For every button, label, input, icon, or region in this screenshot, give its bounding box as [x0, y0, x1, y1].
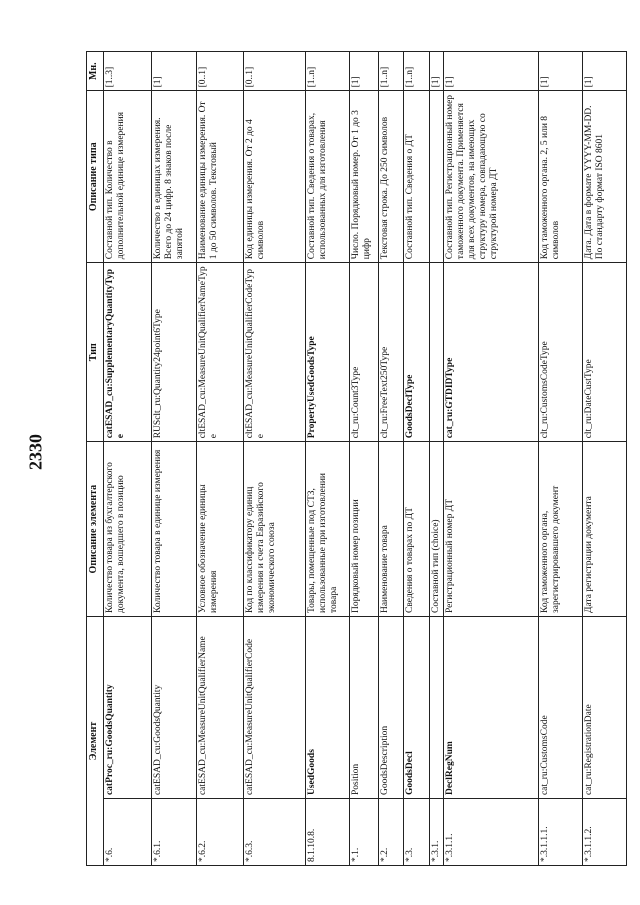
page-number: 2330 [25, 434, 46, 470]
type-name: clt_ru:FreeText250Type [379, 263, 404, 442]
element-description: Код по классификатору единиц измерения и счета Евразийского экономического союза [244, 442, 306, 617]
type-description: Дата. Дата в формате YYYY-MM-DD. По стандарту формат ISO 8601 [583, 91, 627, 263]
element-name: cat_ru:RegistrationDate [583, 617, 627, 799]
type-name: clt_ru:CustomsCodeType [539, 263, 583, 442]
type-description: Составной тип. Регистрационный номер таможенного документа. Применяется для всех документов, на имеющих структуру номера, совпадающую со структурой номера ДТ [444, 91, 539, 263]
element-description: Условное обозначение единицы измерения [197, 442, 244, 617]
header-type: Тип [87, 263, 104, 442]
table-row [104, 52, 152, 866]
row-number: *.3. [404, 799, 430, 866]
header-element-description: Описание элемента [87, 442, 104, 617]
element-name: catESAD_cu:MeasureUnitQualifierName [197, 617, 244, 799]
type-description: Составной тип. Количество в дополнительной единице измерения [104, 91, 152, 263]
row-number: *.6.3. [244, 799, 306, 866]
table-row [404, 52, 430, 866]
row-number: *.6. [104, 799, 152, 866]
table-row [350, 52, 379, 866]
element-name: GoodsDecl [404, 617, 430, 799]
element-name [430, 617, 444, 799]
type-name: catESAD_cu:SupplementaryQuantityType [104, 263, 152, 442]
table-row [583, 52, 627, 866]
multiplicity: [1] [444, 52, 539, 91]
multiplicity: [1] [152, 52, 197, 91]
element-name: catESAD_cu:GoodsQuantity [152, 617, 197, 799]
element-name: DeclRegNum [444, 617, 539, 799]
element-description: Регистрационный номер ДТ [444, 442, 539, 617]
type-description [430, 91, 444, 263]
type-name: cltESAD_cu:MeasureUnitQualifierCodeType [244, 263, 306, 442]
row-number: 8.1.10.8. [306, 799, 350, 866]
multiplicity: [1] [539, 52, 583, 91]
type-description: Количество в единицах измерения. Всего до 24 цифр. 8 знаков после запятой [152, 91, 197, 263]
rotated-document [86, 51, 629, 866]
type-description: Код таможенного органа. 2, 5 или 8 символов [539, 91, 583, 263]
multiplicity: [0..1] [197, 52, 244, 91]
row-number: *.1. [350, 799, 379, 866]
table-row [539, 52, 583, 866]
type-name: PropertyUsedGoodsType [306, 263, 350, 442]
multiplicity: [1..n] [379, 52, 404, 91]
row-number: *.2. [379, 799, 404, 866]
row-number: *.3.1.1.2. [583, 799, 627, 866]
element-name: catProc_ru:GoodsQuantity [104, 617, 152, 799]
multiplicity: [1..3] [104, 52, 152, 91]
type-name: cat_ru:GTDIDType [444, 263, 539, 442]
table-row [152, 52, 197, 866]
element-name: catESAD_cu:MeasureUnitQualifierCode [244, 617, 306, 799]
element-name: Position [350, 617, 379, 799]
element-name: cat_ru:CustomsCode [539, 617, 583, 799]
row-number: *.3.1.1. [444, 799, 539, 866]
row-number: *.3.1. [430, 799, 444, 866]
multiplicity: [0..1] [244, 52, 306, 91]
multiplicity: [1] [583, 52, 627, 91]
type-name: RUSclt_ru:Quantity24point6Type [152, 263, 197, 442]
row-number: *.6.2. [197, 799, 244, 866]
header-element: Элемент [87, 617, 104, 866]
multiplicity: [1] [350, 52, 379, 91]
element-description: Код таможенного органа, зарегистрировавшего документ [539, 442, 583, 617]
multiplicity: [1..n] [306, 52, 350, 91]
type-name [430, 263, 444, 442]
table-body [104, 52, 627, 866]
element-name: GoodsDescription [379, 617, 404, 799]
header-type-description: Описание типа [87, 91, 104, 263]
element-description: Составной тип (choice) [430, 442, 444, 617]
element-description: Порядковый номер позиции [350, 442, 379, 617]
element-description: Наименование товара [379, 442, 404, 617]
type-description: Число. Порядковый номер. От 1 до 3 цифр [350, 91, 379, 263]
type-description: Составной тип. Сведения о товарах, использованных для изготовления [306, 91, 350, 263]
header-multiplicity: Мн. [87, 52, 104, 91]
multiplicity: [1] [430, 52, 444, 91]
type-name: GoodsDeclType [404, 263, 430, 442]
element-description: Товары, помещенные под СТЗ, использованные при изготовлении товара [306, 442, 350, 617]
table-row [430, 52, 444, 866]
multiplicity: [1..n] [404, 52, 430, 91]
table-row [197, 52, 244, 866]
table-header-row [87, 52, 104, 866]
type-name: cltESAD_cu:MeasureUnitQualifierNameType [197, 263, 244, 442]
element-description: Сведения о товарах по ДТ [404, 442, 430, 617]
type-description: Составной тип. Сведения о ДТ [404, 91, 430, 263]
table-row [244, 52, 306, 866]
row-number: *.3.1.1.1. [539, 799, 583, 866]
schema-table [86, 51, 627, 866]
type-name: clt_ru:DateCustType [583, 263, 627, 442]
type-description: Наименование единицы измерения. От 1 до 50 символов. Текстовый [197, 91, 244, 263]
element-description: Количество товара в единице измерения [152, 442, 197, 617]
element-description: Количество товара из бухгалтерского документа, вошедшего в позицию [104, 442, 152, 617]
table-row [379, 52, 404, 866]
row-number: *.6.1. [152, 799, 197, 866]
element-name: UsedGoods [306, 617, 350, 799]
element-description: Дата регистрации документа [583, 442, 627, 617]
table-row [444, 52, 539, 866]
type-description: Текстовая строка. До 250 символов [379, 91, 404, 263]
table-row [306, 52, 350, 866]
type-name: clt_ru:Count3Type [350, 263, 379, 442]
type-description: Код единицы измерения. От 2 до 4 символов [244, 91, 306, 263]
